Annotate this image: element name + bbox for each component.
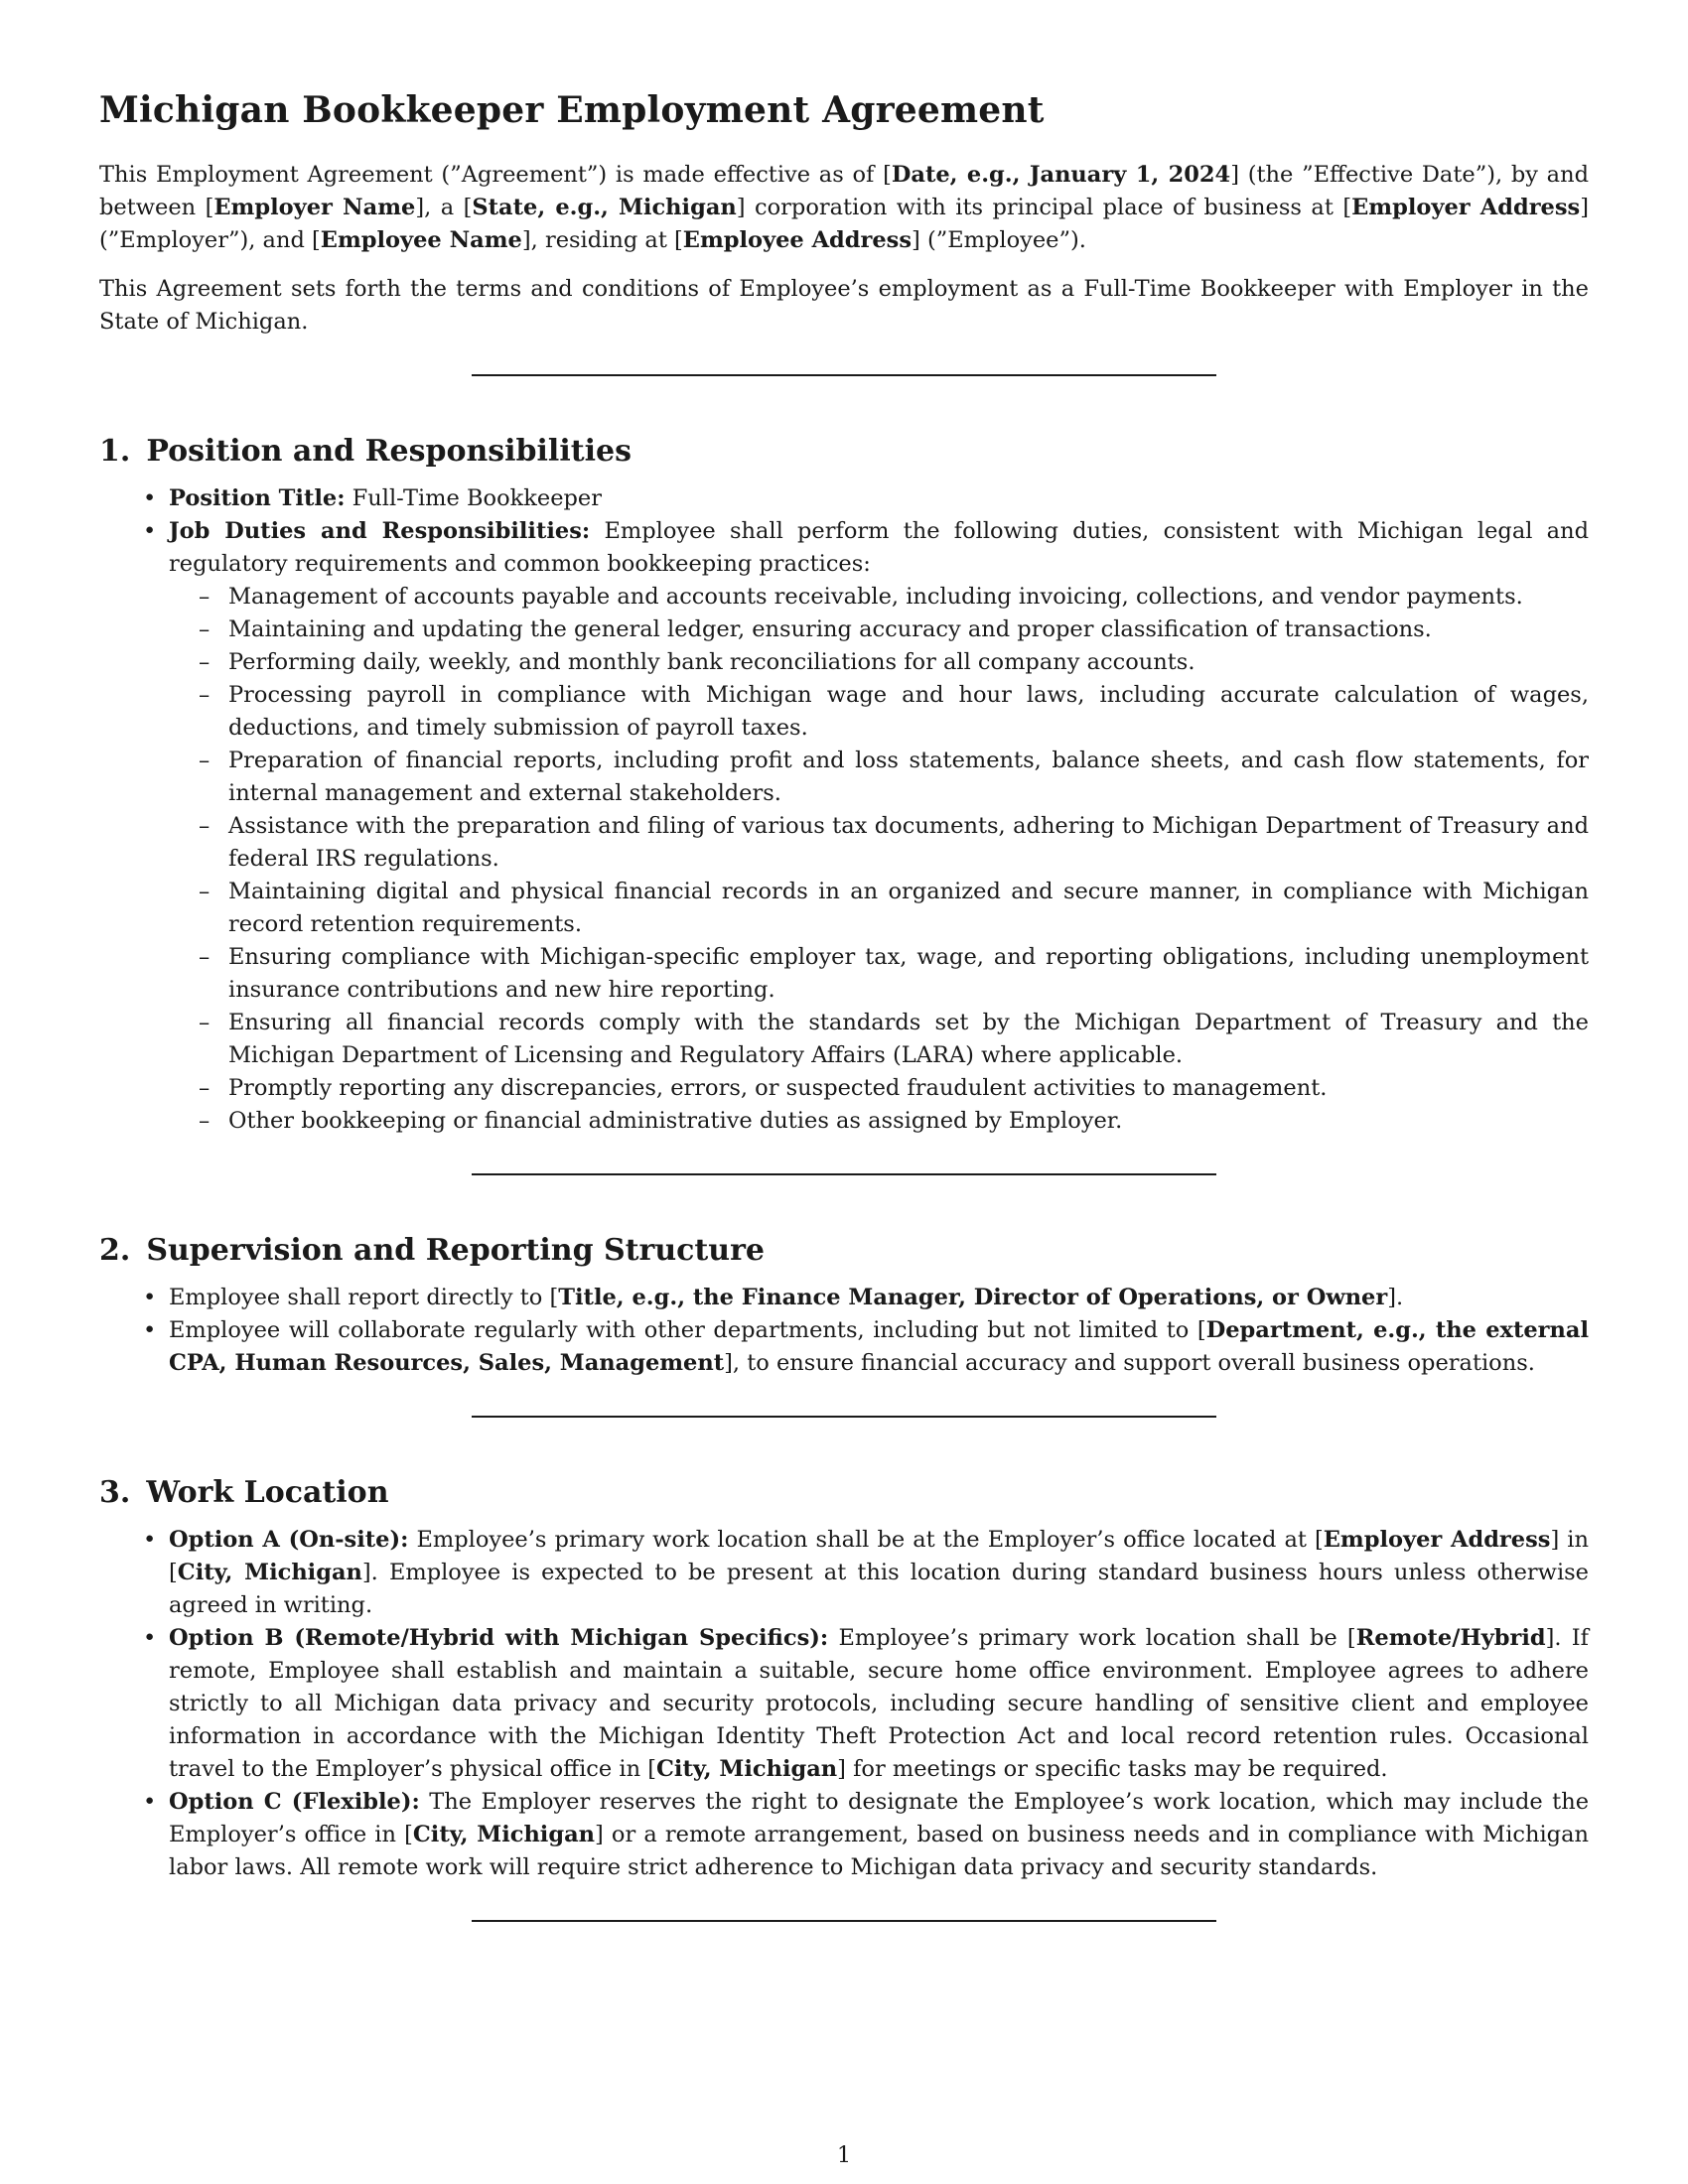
text-run: ]. Employee is expected to be present at this location during standard business hours unless otherwise agreed in writing.: [169, 1560, 1590, 1618]
list-item: [169, 1314, 1589, 1380]
bold-text: Date, e.g., January 1, 2024: [891, 162, 1231, 188]
sub-list-item: – Ensuring all financial records comply with the standards set by the Michigan Department of Treasury and the Michigan Department of Licensing and Regulatory Affairs (LARA) where applicable.: [228, 1007, 1589, 1072]
text-run: Employee’s primary work location shall be at the Employer’s office located at [: [408, 1527, 1324, 1553]
text-run: Employee’s primary work location shall be [: [828, 1625, 1356, 1651]
bold-text: Title, e.g., the Finance Manager, Director of Operations, or Owner: [558, 1285, 1388, 1310]
section-list: [99, 1282, 1589, 1380]
section-divider: [472, 374, 1216, 376]
text-run: Full-Time Bookkeeper: [345, 485, 602, 511]
text-run: Employee shall perform the following duties, consistent with Michigan legal and regulatory requirements and common bookkeeping practices:: [169, 518, 1589, 577]
section-list: [99, 482, 1589, 1138]
section-heading: [99, 434, 1589, 469]
text-run: [: [883, 162, 892, 188]
section-title: Supervision and Reporting Structure: [146, 1233, 765, 1268]
document-title: Michigan Bookkeeper Employment Agreement: [99, 89, 1045, 131]
section-title: Position and Responsibilities: [146, 434, 632, 469]
section-heading: [99, 1233, 1589, 1268]
sub-list-item: – Maintaining and updating the general ledger, ensuring accuracy and proper classification of transactions.: [228, 614, 1589, 646]
section-title: Work Location: [146, 1475, 389, 1510]
text-run: ], residing at [: [521, 227, 683, 253]
bold-text: Employee Address: [682, 227, 913, 253]
bold-text: State, e.g., Michigan: [472, 195, 737, 220]
list-item: [169, 482, 1589, 515]
bold-text: Option B (Remote/Hybrid with Michigan Specifics):: [169, 1625, 829, 1651]
section-list: [99, 1524, 1589, 1884]
intro-paragraph-2: This Agreement sets forth the terms and conditions of Employee’s employment as a Full-Time Bookkeeper with Employer in the State of Michigan.: [99, 276, 1589, 335]
text-run: ]. If remote, Employee shall establish and maintain a suitable, secure home office environment. Employee agrees to adhere strictly to all Michigan data privacy and security protocols, including secure handling of sensitive client and employee information in accordance with the Michigan Identity Theft Protection Act and local record retention rules. Occasional travel to the Employer’s physical office in [: [169, 1625, 1589, 1782]
section-heading: [99, 1475, 1589, 1510]
bold-text: Employer Address: [1323, 1527, 1551, 1553]
sub-list-item: – Other bookkeeping or financial administrative duties as assigned by Employer.: [228, 1105, 1589, 1138]
section-divider: [472, 1173, 1216, 1175]
document-page: [99, 89, 1589, 1979]
list-item: [169, 515, 1589, 1138]
sub-list-item: – Preparation of financial reports, including profit and loss statements, balance sheets, and cash flow statements, for internal management and external stakeholders.: [228, 745, 1589, 810]
text-run: ] (”Employee”).: [912, 227, 1086, 253]
sub-list-item: – Promptly reporting any discrepancies, errors, or suspected fraudulent activities to management.: [228, 1072, 1589, 1105]
bold-text: City, Michigan: [656, 1756, 838, 1782]
bold-text: Employer Name: [213, 195, 416, 220]
text-run: ] for meetings or specific tasks may be required.: [837, 1756, 1388, 1782]
sub-list: [169, 581, 1589, 1138]
text-run: The Employer reserves the right to designate the Employee’s work location, which may include the Employer’s office in [: [169, 1789, 1590, 1847]
text-run: ] (”Employer”), and [: [99, 195, 1589, 253]
text-run: Employee will collaborate regularly with other departments, including but not limited to [: [169, 1317, 1206, 1343]
intro-paragraph-1: [99, 159, 1589, 257]
section-divider: [472, 1920, 1216, 1922]
text-run: This Employment Agreement (”Agreement”) is made effective as of: [99, 162, 884, 188]
sub-list-item: – Maintaining digital and physical financial records in an organized and secure manner, in compliance with Michigan record retention requirements.: [228, 876, 1589, 941]
list-item: [169, 1282, 1589, 1314]
section-divider: [472, 1416, 1216, 1418]
text-run: ], to ensure financial accuracy and support overall business operations.: [724, 1350, 1535, 1376]
bold-text: Option A (On-site):: [169, 1527, 409, 1553]
bold-text: Option C (Flexible):: [169, 1789, 420, 1815]
bold-text: Job Duties and Responsibilities:: [169, 518, 591, 544]
bold-text: Remote/Hybrid: [1355, 1625, 1546, 1651]
sub-list-item: – Processing payroll in compliance with Michigan wage and hour laws, including accurate calculation of wages, deductions, and timely submission of payroll taxes.: [228, 679, 1589, 745]
bold-text: Position Title:: [169, 485, 346, 511]
section-number: 1.: [99, 434, 131, 469]
text-run: Employee shall report directly to [: [169, 1285, 559, 1310]
section-number: 3.: [99, 1475, 131, 1510]
sub-list-item: – Assistance with the preparation and filing of various tax documents, adhering to Michigan Department of Treasury and federal IRS regulations.: [228, 810, 1589, 876]
page-number: 1: [836, 2142, 852, 2168]
sub-list-item: – Performing daily, weekly, and monthly bank reconciliations for all company accounts.: [228, 646, 1589, 679]
sub-list-item: – Ensuring compliance with Michigan-specific employer tax, wage, and reporting obligations, including unemployment insurance contributions and new hire reporting.: [228, 941, 1589, 1007]
text-run: ].: [1387, 1285, 1404, 1310]
bold-text: Employee Name: [320, 227, 522, 253]
bold-text: Employer Address: [1351, 195, 1581, 220]
bold-text: City, Michigan: [177, 1560, 362, 1585]
list-item: [169, 1622, 1589, 1786]
text-run: ], a [: [415, 195, 473, 220]
sections-container: [99, 374, 1589, 1922]
text-run: ] in [: [169, 1527, 1589, 1585]
section-number: 2.: [99, 1233, 131, 1268]
text-run: ] (the ”Effective Date”), by and between [: [99, 162, 1589, 220]
bold-text: Department, e.g., the external CPA, Human Resources, Sales, Management: [169, 1317, 1589, 1376]
list-item: [169, 1786, 1589, 1884]
sub-list-item: – Management of accounts payable and accounts receivable, including invoicing, collections, and vendor payments.: [228, 581, 1589, 614]
text-run: ] or a remote arrangement, based on business needs and in compliance with Michigan labor laws. All remote work will require strict adherence to Michigan data privacy and security standards.: [169, 1822, 1589, 1880]
text-run: ] corporation with its principal place of business at [: [736, 195, 1352, 220]
bold-text: City, Michigan: [412, 1822, 596, 1847]
list-item: [169, 1524, 1589, 1622]
